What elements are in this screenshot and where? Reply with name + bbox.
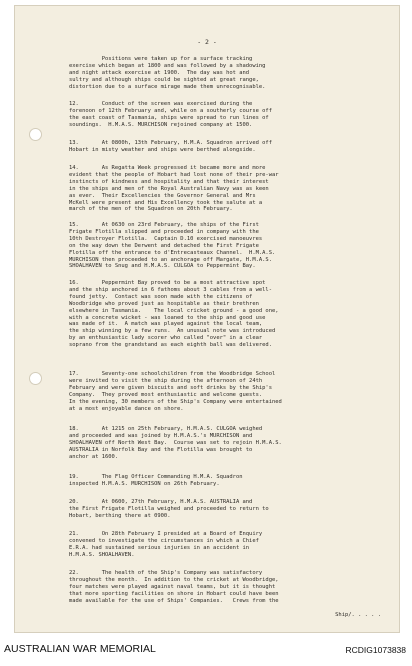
punch-hole [29, 128, 42, 141]
document-page [14, 5, 400, 633]
source-label: AUSTRALIAN WAR MEMORIAL [4, 643, 156, 655]
punch-hole [29, 372, 42, 385]
paragraph-20: 20. At 0600, 27th February, H.M.A.S. AUSTRALIA and the First Frigate Flotilla weighed and proceeded to return to Hobart, berthing there at 0900. [69, 499, 269, 519]
paragraph-14: 14. As Regatta Week progressed it became more and more evident that the people of Hobart had lost none of their pre-war instincts of kindness and hospitality and that their interest in the ships and men of the Royal Australian Navy was as keen as ever. Their Excellencies the Governor General and Mrs McKell were present and His Excellency took the salute at a march of the men of the Squadron on 20th February. [69, 165, 279, 213]
paragraph-11: Positions were taken up for a surface tracking exercise which began at 1800 and was followed by a shadowing and night attack exercise at 1900. The day was hot and sultry and although ships could be sighted at great range, distortion due to a surface mirage made them unrecognisable. [69, 56, 266, 90]
paragraph-12: 12. Conduct of the screen was exercised during the forenoon of 12th February and, while on a southerly course off the east coast of Tasmania, ships were spread to run lines of soundings. H.M.A.S. MURCHISON rejoined company at 1500. [69, 101, 272, 128]
paragraph-21: 21. On 28th February I presided at a Board of Enquiry convened to investigate the circumstances in which a Chief E.R.A. had sustained serious injuries in an accident in H.M.A.S. SHOALHAVEN. [69, 531, 263, 558]
paragraph-19: 19. The Flag Officer Commanding H.M.A. Squadron inspected H.M.A.S. MURCHISON on 26th February. [69, 474, 243, 487]
paragraph-22: 22. The health of the Ship's Company was satisfactory throughout the month. In addition to the cricket at Woodbridge, four matches were played against naval teams, but it is thought that more sporting facilities on shore in Hobart could have been made available for the use of Ships' Companies. Crews from the [69, 570, 279, 604]
page-number: - 2 - [197, 38, 217, 46]
reference-id: RCDIG1073838 [345, 645, 406, 655]
paragraph-17: 17. Seventy-one schoolchildren from the Woodbridge School were invited to visit the ship during the afternoon of 24th February and were given biscuits and soft drinks by the Ship's Company. They proved most enthusiastic and welcome guests. In the evening, 30 members of the Ship's Company were entertained at a most enjoyable dance on shore. [69, 371, 282, 412]
paragraph-15: 15. At 0630 on 23rd February, the ships of the First Frigate Flotilla slipped and proceeded in company with the 10th Destroyer Flotilla. Captain D.10 exercised manoeuvres on the way down the Derwent and detached the First Frigate Flotilla off the entrance to d'Entrecasteaux Channel. H.M.A.S. MURCHISON then proceeded to an anchorage off Margate, H.M.A.S. SHOALHAVEN to Snug and H.M.A.S. CULGOA to Peppermint Bay. [69, 222, 276, 270]
paragraph-16: 16. Peppermint Bay proved to be a most attractive spot and the ship anchored in 6 fathoms about 3 cables from a well- found jetty. Contact was soon made with the citizens of Woodbridge who proved just as hospitable as their brethren elsewhere in Tasmania. The local cricket ground - a good one, with a concrete wicket - was loaned to the ship and good use was made of it. A match was played against the local team, the ship winning by a few runs. An unusual note was introduced by an enthusiastic lady scorer who called "over" in a clear soprano from the grandstand as each eighth ball was delivered. [69, 280, 279, 349]
paragraph-18: 18. At 1215 on 25th February, H.M.A.S. CULGOA weighed and proceeded and was joined by H.M.A.S.'s MURCHISON and SHOALHAVEN off North West Bay. Course was set to rejoin H.M.A.S. AUSTRALIA in Norfolk Bay and the Flotilla was brought to anchor at 1600. [69, 426, 282, 460]
paragraph-13: 13. At 0800h, 13th February, H.M.A. Squadron arrived off Hobart in misty weather and ships were berthed alongside. [69, 140, 272, 153]
archive-footer [0, 640, 412, 666]
catchword: Ship/. . . . . [335, 612, 381, 618]
